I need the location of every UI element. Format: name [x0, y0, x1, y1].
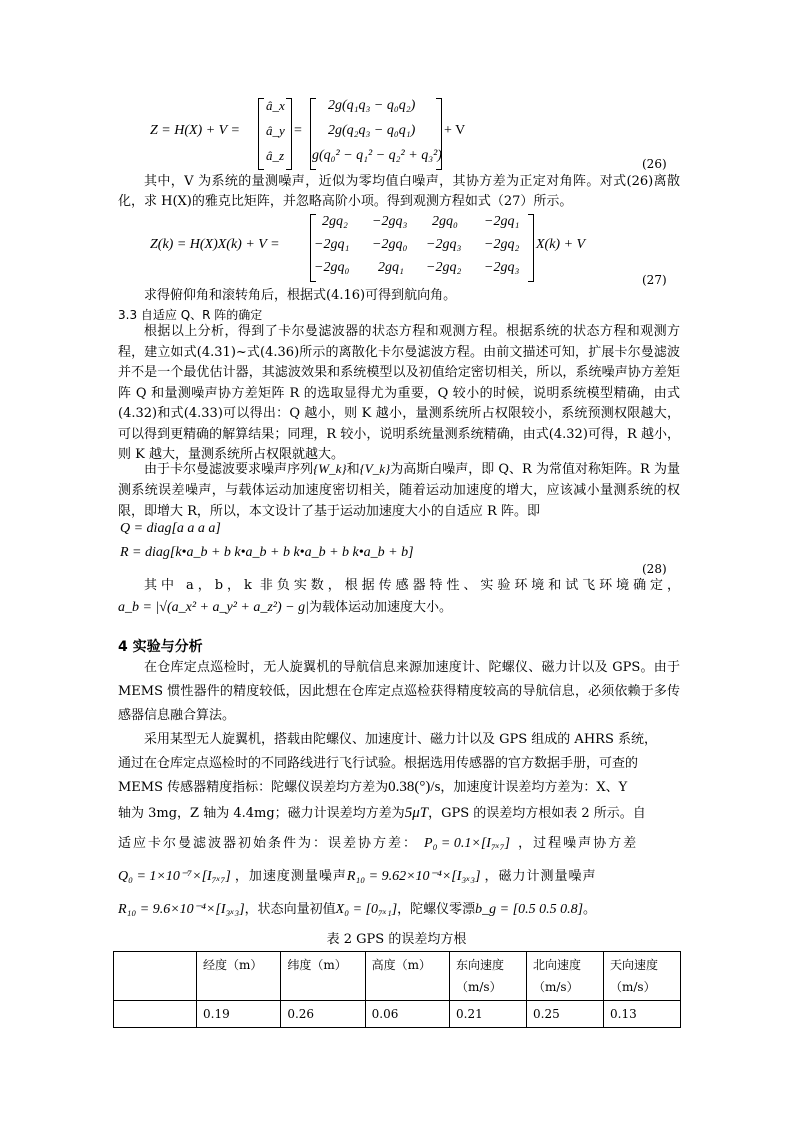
eq27-r1c1: −2gq₀: [372, 237, 408, 252]
eq27-r1c2: −2gq₃: [426, 237, 462, 252]
p7-l3-b: ，加速度计误差均方差为：X、Y: [440, 780, 628, 795]
p7-l7-b: ，陀螺仪零漂: [397, 902, 476, 917]
gps-error-table: [113, 951, 681, 1028]
eq26-row-0: 2g(q₁q₃ − q₀q₂): [328, 98, 416, 113]
p7-l3-a: MEMS 传感器精度指标：陀螺仪误差均方差为: [118, 780, 389, 795]
eq26-row-2: g(q₀² − q₁² − q₂² + q₃²): [312, 148, 442, 163]
paragraph-5: 其中 a，b，k 非负实数，根据传感器特性、实验环境和试飞环境确定，: [144, 578, 680, 593]
p7-l4-a: 轴为 3mg，Z 轴为 4.4mg；磁力计误差均方差为: [118, 806, 405, 821]
equation-26: [150, 96, 670, 176]
table-row: [114, 1001, 681, 1028]
equation-27: [150, 212, 670, 284]
gyro-error-value: 0.38(°)/s: [388, 779, 441, 795]
header-cell: [114, 952, 197, 1001]
p7-l7-a: ，状态向量初值: [244, 902, 336, 917]
p7-l6-a: ，加速度测量噪声: [234, 869, 347, 884]
eq26-tail: + V: [444, 123, 466, 138]
mag-error-value: 5μT: [404, 805, 429, 821]
eq27-r2c0: −2gq₀: [314, 260, 350, 275]
p7-l2-text: 通过在仓库定点巡检时的不同路线进行飞行试验。根据选用传感器的官方数据手册，可查的: [118, 756, 639, 771]
x0-value: X₀ = [0₇ₓ₁]: [335, 902, 398, 917]
eq28-number: (28): [642, 562, 667, 576]
r10-mag-value: R₁₀ = 9.6×10⁻⁴×[I₃ₓ₃]: [118, 902, 245, 917]
eq26-vec-0: â_x: [266, 98, 285, 113]
p0-value: P₀ = 0.1×[I₇ₓ₇]: [424, 836, 511, 851]
eq26-vec-bracket-left: [258, 98, 264, 170]
equation-28-r: R = diag[k•a_b + b k•a_b + b k•a_b + b k•a_b + b]: [120, 545, 414, 560]
paragraph-7-line-1: [144, 728, 657, 747]
eq27-r1c0: −2gq₁: [314, 237, 350, 252]
table-header-row: [114, 952, 681, 1001]
p7-l5-a: 适应卡尔曼滤波器初始条件为：误差协方差：: [118, 836, 419, 851]
table-2-caption: 表 2 GPS 的误差均方根: [326, 932, 467, 947]
paragraph-7-line-4: [118, 802, 646, 822]
eq27-r0c1: −2gq₃: [372, 214, 408, 229]
eq26-lhs: Z = H(X) + V =: [150, 123, 240, 138]
table-cell: 0.19: [197, 1001, 281, 1028]
table-cell: 0.13: [604, 1001, 681, 1028]
eq26-row-1: 2g(q₂q₃ − q₀q₁): [328, 123, 416, 138]
eq27-tail: X(k) + V: [536, 237, 586, 252]
eq26-vec-bracket-right: [286, 98, 292, 170]
paragraph-6: 在仓库定点巡检时，无人旋翼机的导航信息来源加速度计、陀螺仪、磁力计以及 GPS。由于 MEMS 惯性器件的精度较低，因此想在仓库定点巡检获得精度较高的导航信息，必须依赖于多传感器信息融合算法。: [118, 660, 680, 723]
eq26-equals: =: [294, 123, 302, 138]
p7-l5-b: ，过程噪声协方差: [518, 836, 639, 851]
eq27-r1c3: −2gq₂: [484, 237, 520, 252]
eq27-r0c0: 2gq₂: [322, 214, 348, 229]
equation-28-q: Q = diag[a a a a]: [120, 521, 221, 536]
paragraph-2: 求得俯仰角和滚转角后，根据式(4.16)可得到航向角。: [144, 288, 457, 303]
paragraph-4-and: 和: [346, 462, 360, 477]
p7-l6-b: ，磁力计测量噪声: [484, 869, 597, 884]
r10-acc-value: R₁₀ = 9.62×10⁻⁴×[I₃ₓ₃]: [346, 869, 481, 884]
p7-l7-c: 。: [583, 902, 597, 917]
eq27-r2c1: 2gq₁: [378, 260, 404, 275]
paragraph-7-line-2: [118, 752, 638, 771]
header-cell: 北向速度（m/s）: [527, 952, 604, 1001]
header-cell: 经度（m）: [197, 952, 281, 1001]
table-cell: [114, 1001, 197, 1028]
eq26-vec-2: â_z: [266, 148, 285, 163]
section-3-3-heading: 3.3 自适应 Q、R 阵的确定: [118, 308, 263, 322]
paragraph-7-line-3: [118, 776, 627, 796]
p7-l4-b: ，GPS 的误差均方根如表 2 所示。自: [428, 806, 646, 821]
eq27-r0c2: 2gq₀: [432, 214, 458, 229]
header-cell: 高度（m）: [365, 952, 449, 1001]
noise-seq-v: {V_k}: [359, 461, 391, 476]
ab-formula: a_b = |√(a_x² + a_y² + a_z²) − g|: [118, 600, 309, 615]
bg-value: b_g = [0.5 0.5 0.8]: [475, 902, 584, 917]
eq27-lhs: Z(k) = H(X)X(k) + V =: [150, 237, 280, 252]
paragraph-7-line-6: [118, 865, 597, 885]
paragraph-5-tail: 为载体运动加速度大小。: [308, 600, 452, 615]
section-4-heading: 4 实验与分析: [118, 639, 203, 655]
q0-value: Q₀ = 1×10⁻⁷×[I₇ₓ₇]: [118, 869, 231, 884]
header-cell: 纬度（m）: [281, 952, 365, 1001]
eq27-bracket-right: [528, 214, 534, 282]
eq26-vec-1: â_y: [266, 123, 285, 138]
eq26-number: (26): [642, 157, 667, 171]
header-cell: 东向速度（m/s）: [450, 952, 527, 1001]
eq27-r0c3: −2gq₁: [484, 214, 520, 229]
p7-l1-text: 采用某型无人旋翼机，搭载由陀螺仪、加速度计、磁力计以及 GPS 组成的 AHRS 系统，: [144, 732, 657, 747]
table-cell: 0.21: [450, 1001, 527, 1028]
paragraph-4: [118, 458, 680, 522]
paragraph-7-line-7: [118, 898, 596, 918]
eq26-mat-bracket-right: [436, 98, 442, 170]
paragraph-4-rest: 为高斯白噪声，即 Q、R 为常值对称矩阵。R 为量测系统误差噪声，与载体运动加速度密切相关，随着运动加速度的增大，应该减小量测系统的权限，即增大 R，所以，本文设计了基于运动加速度大小的自适应 R 阵。即: [118, 462, 680, 519]
paragraph-3: 根据以上分析，得到了卡尔曼滤波器的状态方程和观测方程。根据系统的状态方程和观测方程，建立如式(4.31)~式(4.36)所示的离散化卡尔曼滤波方程。由前文描述可知，扩展卡尔曼滤波并不是一个最优估计器，其滤波效果和系统模型以及初值给定密切相关，所以，系统噪声协方差矩阵 Q 和量测噪声协方差矩阵 R 的选取显得尤为重要，Q 较小的时候，说明系统模型精确，由式(4.32)和式(4.33)可以得出：Q 越小，则 K 越小，量测系统所占权限较小，系统预测权限越大，可以得到更精确的解算结果；同理，R 较小，说明系统量测系统精确，由式(4.32)可得，R 越小，则 K 越大，量测系统所占权限就越大。: [118, 324, 680, 462]
paragraph-7-line-5: [118, 832, 638, 852]
eq27-number: (27): [642, 273, 667, 287]
table-cell: 0.06: [365, 1001, 449, 1028]
noise-seq-w: {W_k}: [313, 461, 347, 476]
eq27-r2c3: −2gq₃: [484, 260, 520, 275]
paragraph-1: 其中，V 为系统的量测噪声，近似为零均值白噪声，其协方差为正定对角阵。对式(26)离散化，求 H(X)的雅克比矩阵，并忽略高阶小项。得到观测方程如式（27）所示。: [118, 174, 680, 209]
paragraph-4-start: 由于卡尔曼滤波要求噪声序列: [144, 462, 314, 477]
paragraph-5-eq-line: [118, 596, 452, 616]
header-cell: 天向速度（m/s）: [604, 952, 681, 1001]
table-cell: 0.25: [527, 1001, 604, 1028]
table-cell: 0.26: [281, 1001, 365, 1028]
eq27-r2c2: −2gq₂: [426, 260, 462, 275]
